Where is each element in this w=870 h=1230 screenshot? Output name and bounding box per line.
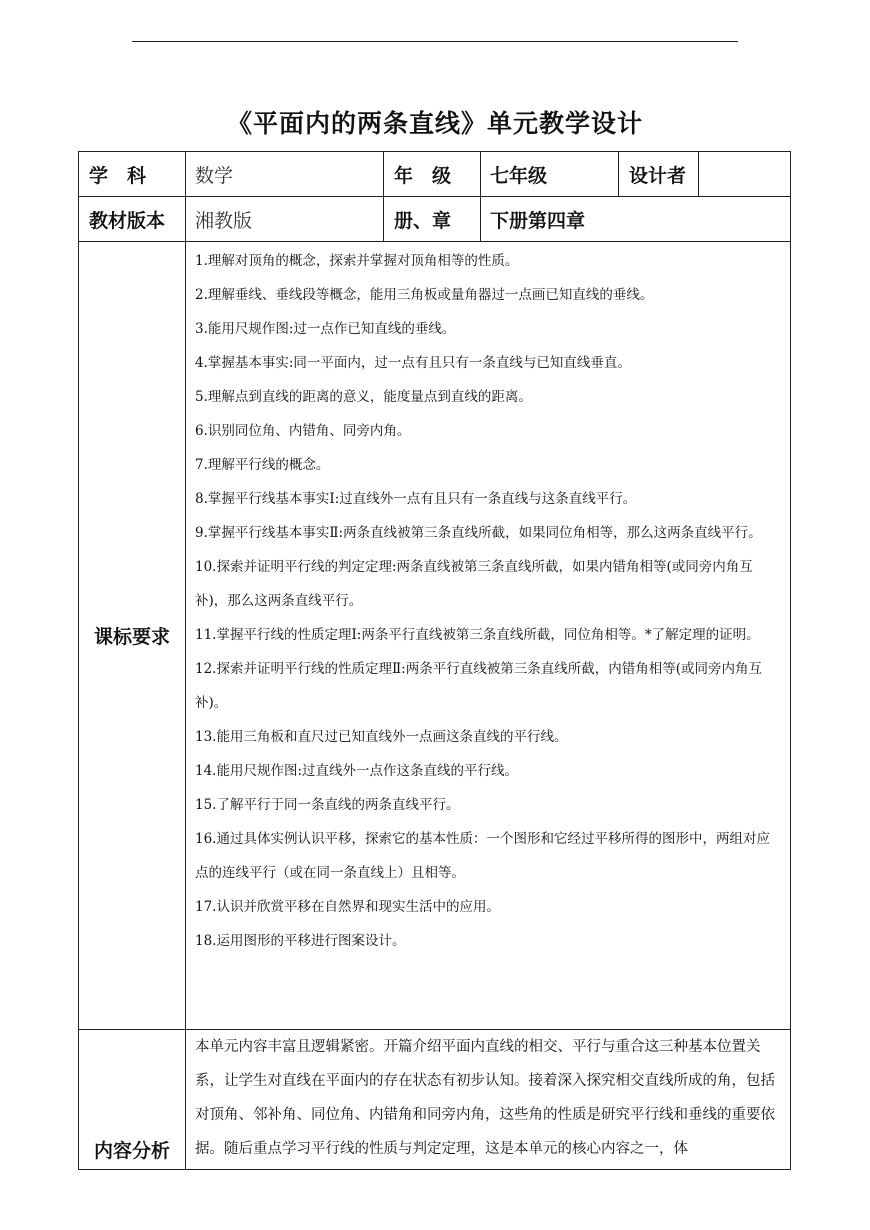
header-row-2 [79, 197, 791, 242]
designer-value [699, 152, 791, 197]
requirement-item: 14.能用尺规作图:过直线外一点作这条直线的平行线。 [195, 763, 519, 779]
requirement-item: 5.理解点到直线的距离的意义，能度量点到直线的距离。 [195, 389, 532, 405]
chapter-value: 下册第四章 [481, 197, 791, 242]
requirement-item: 13.能用三角板和直尺过已知直线外一点画这条直线的平行线。 [195, 729, 568, 745]
analysis-label: 内容分析 [79, 1030, 186, 1170]
requirement-item: 8.掌握平行线基本事实Ⅰ:过直线外一点有且只有一条直线与这条直线平行。 [195, 491, 637, 507]
requirement-item: 7.理解平行线的概念。 [195, 457, 330, 473]
designer-label: 设计者 [619, 152, 699, 197]
requirement-item: 15.了解平行于同一条直线的两条直线平行。 [195, 797, 460, 813]
curriculum-label: 课标要求 [79, 242, 186, 1030]
requirement-item: 16.通过具体实例认识平移，探索它的基本性质：一个图形和它经过平移所得的图形中，两组对应点的连线平行（或在同一条直线上）且相等。 [195, 831, 770, 881]
grade-label: 年 级 [384, 152, 481, 197]
analysis-text: 本单元内容丰富且逻辑紧密。开篇介绍平面内直线的相交、平行与重合这三种基本位置关系，让学生对直线在平面内的存在状态有初步认知。接着深入探究相交直线所成的角，包括对顶角、邻补角、同位角、内错角和同旁内角，这些角的性质是研究平行线和垂线的重要依据。随后重点学习平行线的性质与判定定理，这是本单元的核心内容之一，体 [186, 1030, 791, 1170]
curriculum-requirements [186, 242, 791, 1030]
edition-label: 教材版本 [79, 197, 186, 242]
edition-value: 湘教版 [186, 197, 384, 242]
grade-value: 七年级 [481, 152, 619, 197]
requirement-item: 12.探索并证明平行线的性质定理Ⅱ:两条平行直线被第三条直线所截，内错角相等(或同旁内角互补)。 [195, 661, 762, 711]
requirement-item: 6.识别同位角、内错角、同旁内角。 [195, 423, 411, 439]
subject-value: 数学 [186, 152, 384, 197]
document-title: 《平面内的两条直线》单元教学设计 [226, 109, 643, 138]
requirement-item: 10.探索并证明平行线的判定定理:两条直线被第三条直线所截，如果内错角相等(或同旁内角互补)，那么这两条直线平行。 [195, 559, 753, 609]
header-rule [132, 41, 738, 42]
requirement-item: 9.掌握平行线基本事实Ⅱ:两条直线被第三条直线所截，如果同位角相等，那么这两条直线平行。 [195, 525, 762, 541]
requirement-item: 3.能用尺规作图:过一点作已知直线的垂线。 [195, 321, 456, 337]
requirement-item: 11.掌握平行线的性质定理Ⅰ:两条平行直线被第三条直线所截，同位角相等。*了解定理的证明。 [195, 627, 760, 643]
subject-label: 学 科 [79, 152, 186, 197]
requirement-item: 17.认识并欣赏平移在自然界和现实生活中的应用。 [195, 899, 500, 915]
requirement-item: 1.理解对顶角的概念，探索并掌握对顶角相等的性质。 [195, 253, 519, 269]
lesson-design-table [78, 151, 791, 1170]
requirement-item: 18.运用图形的平移进行图案设计。 [195, 933, 406, 949]
analysis-row [79, 1030, 791, 1170]
requirement-item: 4.掌握基本事实:同一平面内，过一点有且只有一条直线与已知直线垂直。 [195, 355, 631, 371]
requirement-item: 2.理解垂线、垂线段等概念，能用三角板或量角器过一点画已知直线的垂线。 [195, 287, 654, 303]
chapter-label: 册、章 [384, 197, 481, 242]
header-row-1 [79, 152, 791, 197]
requirement-list [195, 244, 780, 958]
curriculum-row [79, 242, 791, 1030]
